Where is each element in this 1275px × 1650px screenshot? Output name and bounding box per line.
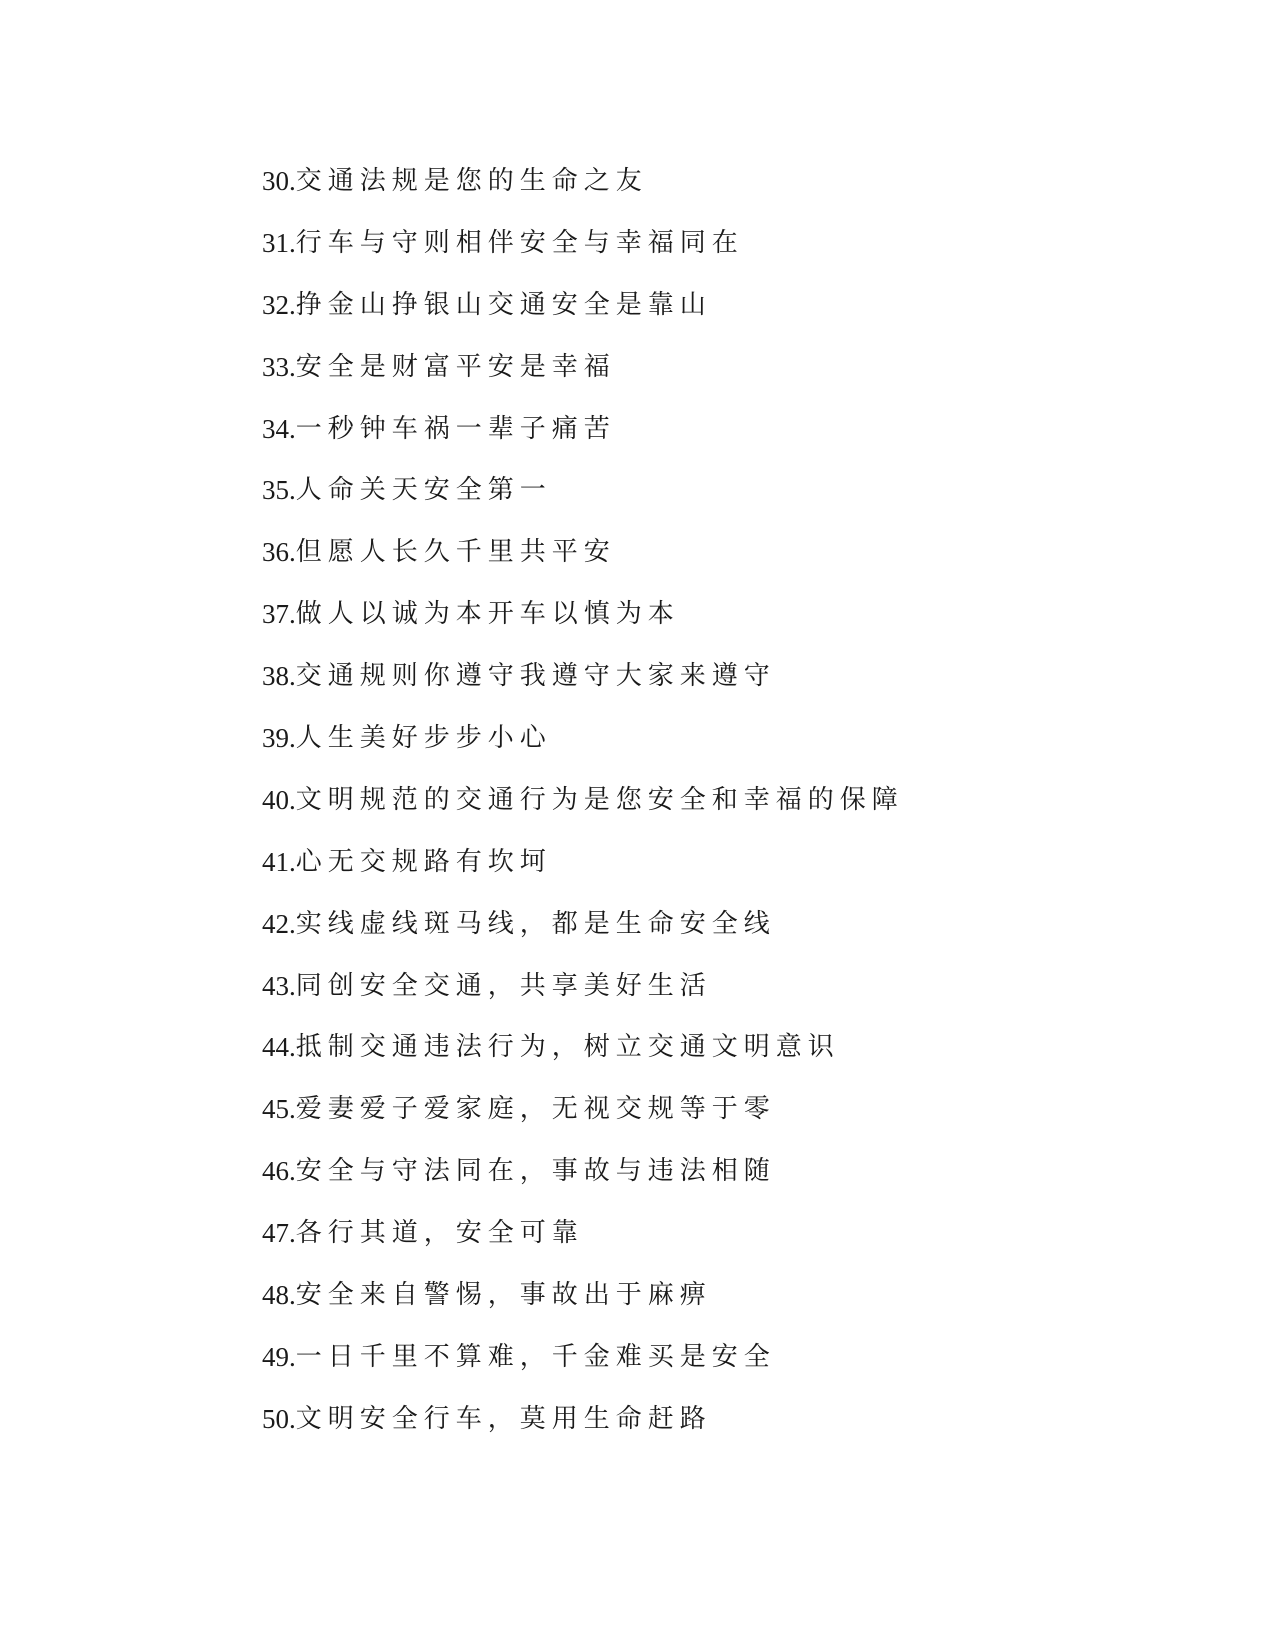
- item-number: 37.: [262, 599, 296, 630]
- item-number: 49.: [262, 1341, 296, 1372]
- item-text: 文明规范的交通行为是您安全和幸福的保障: [295, 784, 904, 815]
- item-number: 35.: [262, 475, 296, 506]
- item-text: 人生美好步步小心: [295, 723, 552, 754]
- item-text: 实线虚线斑马线，都是生命安全线: [295, 908, 776, 939]
- list-item: [262, 661, 904, 723]
- item-number: 41.: [262, 846, 296, 877]
- item-text: 同创安全交通，共享美好生活: [295, 970, 712, 1001]
- item-text: 行车与守则相伴安全与幸福同在: [295, 227, 744, 258]
- list-item: [262, 414, 904, 476]
- list-item: [262, 1094, 904, 1156]
- item-text: 但愿人长久千里共平安: [295, 537, 616, 568]
- item-number: 33.: [262, 351, 296, 382]
- item-text: 文明安全行车，莫用生命赶路: [295, 1403, 712, 1434]
- item-number: 40.: [262, 784, 296, 815]
- item-number: 48.: [262, 1280, 296, 1311]
- list-item: [262, 228, 904, 290]
- item-number: 50.: [262, 1403, 296, 1434]
- list-item: [262, 1218, 904, 1280]
- list-item: [262, 1342, 904, 1404]
- item-number: 45.: [262, 1094, 296, 1125]
- item-text: 一秒钟车祸一辈子痛苦: [295, 413, 616, 444]
- list-item: [262, 537, 904, 599]
- item-text: 人命关天安全第一: [295, 475, 552, 506]
- list-item: [262, 723, 904, 785]
- item-text: 交通规则你遵守我遵守大家来遵守: [295, 661, 776, 692]
- item-text: 心无交规路有坎坷: [295, 846, 552, 877]
- item-number: 30.: [262, 166, 296, 196]
- list-item: [262, 475, 904, 537]
- item-number: 31.: [262, 227, 296, 258]
- item-number: 42.: [262, 908, 296, 939]
- item-text: 挣金山挣银山交通安全是靠山: [295, 289, 712, 320]
- item-text: 安全与守法同在，事故与违法相随: [295, 1156, 776, 1187]
- list-item: [262, 847, 904, 909]
- list-item: [262, 1032, 904, 1094]
- item-number: 47.: [262, 1218, 296, 1249]
- list-item: [262, 599, 904, 661]
- slogan-list: [262, 166, 904, 1466]
- item-number: 36.: [262, 537, 296, 568]
- item-number: 34.: [262, 413, 296, 444]
- list-item: [262, 290, 904, 352]
- item-number: 43.: [262, 970, 296, 1001]
- list-item: [262, 352, 904, 414]
- item-text: 交通法规是您的生命之友: [295, 166, 648, 196]
- item-text: 安全是财富平安是幸福: [295, 351, 616, 382]
- item-number: 39.: [262, 723, 296, 754]
- item-text: 一日千里不算难，千金难买是安全: [295, 1341, 776, 1372]
- item-number: 44.: [262, 1032, 296, 1063]
- item-text: 各行其道，安全可靠: [295, 1218, 584, 1249]
- list-item: [262, 1280, 904, 1342]
- item-text: 做人以诚为本开车以慎为本: [295, 599, 680, 630]
- item-text: 抵制交通违法行为，树立交通文明意识: [295, 1032, 840, 1063]
- list-item: [262, 909, 904, 971]
- item-number: 46.: [262, 1156, 296, 1187]
- item-number: 32.: [262, 289, 296, 320]
- list-item: [262, 1404, 904, 1466]
- list-item: [262, 1156, 904, 1218]
- item-text: 爱妻爱子爱家庭，无视交规等于零: [295, 1094, 776, 1125]
- list-item: [262, 971, 904, 1033]
- list-item: [262, 785, 904, 847]
- item-number: 38.: [262, 661, 296, 692]
- list-item: [262, 166, 904, 228]
- item-text: 安全来自警惕，事故出于麻痹: [295, 1280, 712, 1311]
